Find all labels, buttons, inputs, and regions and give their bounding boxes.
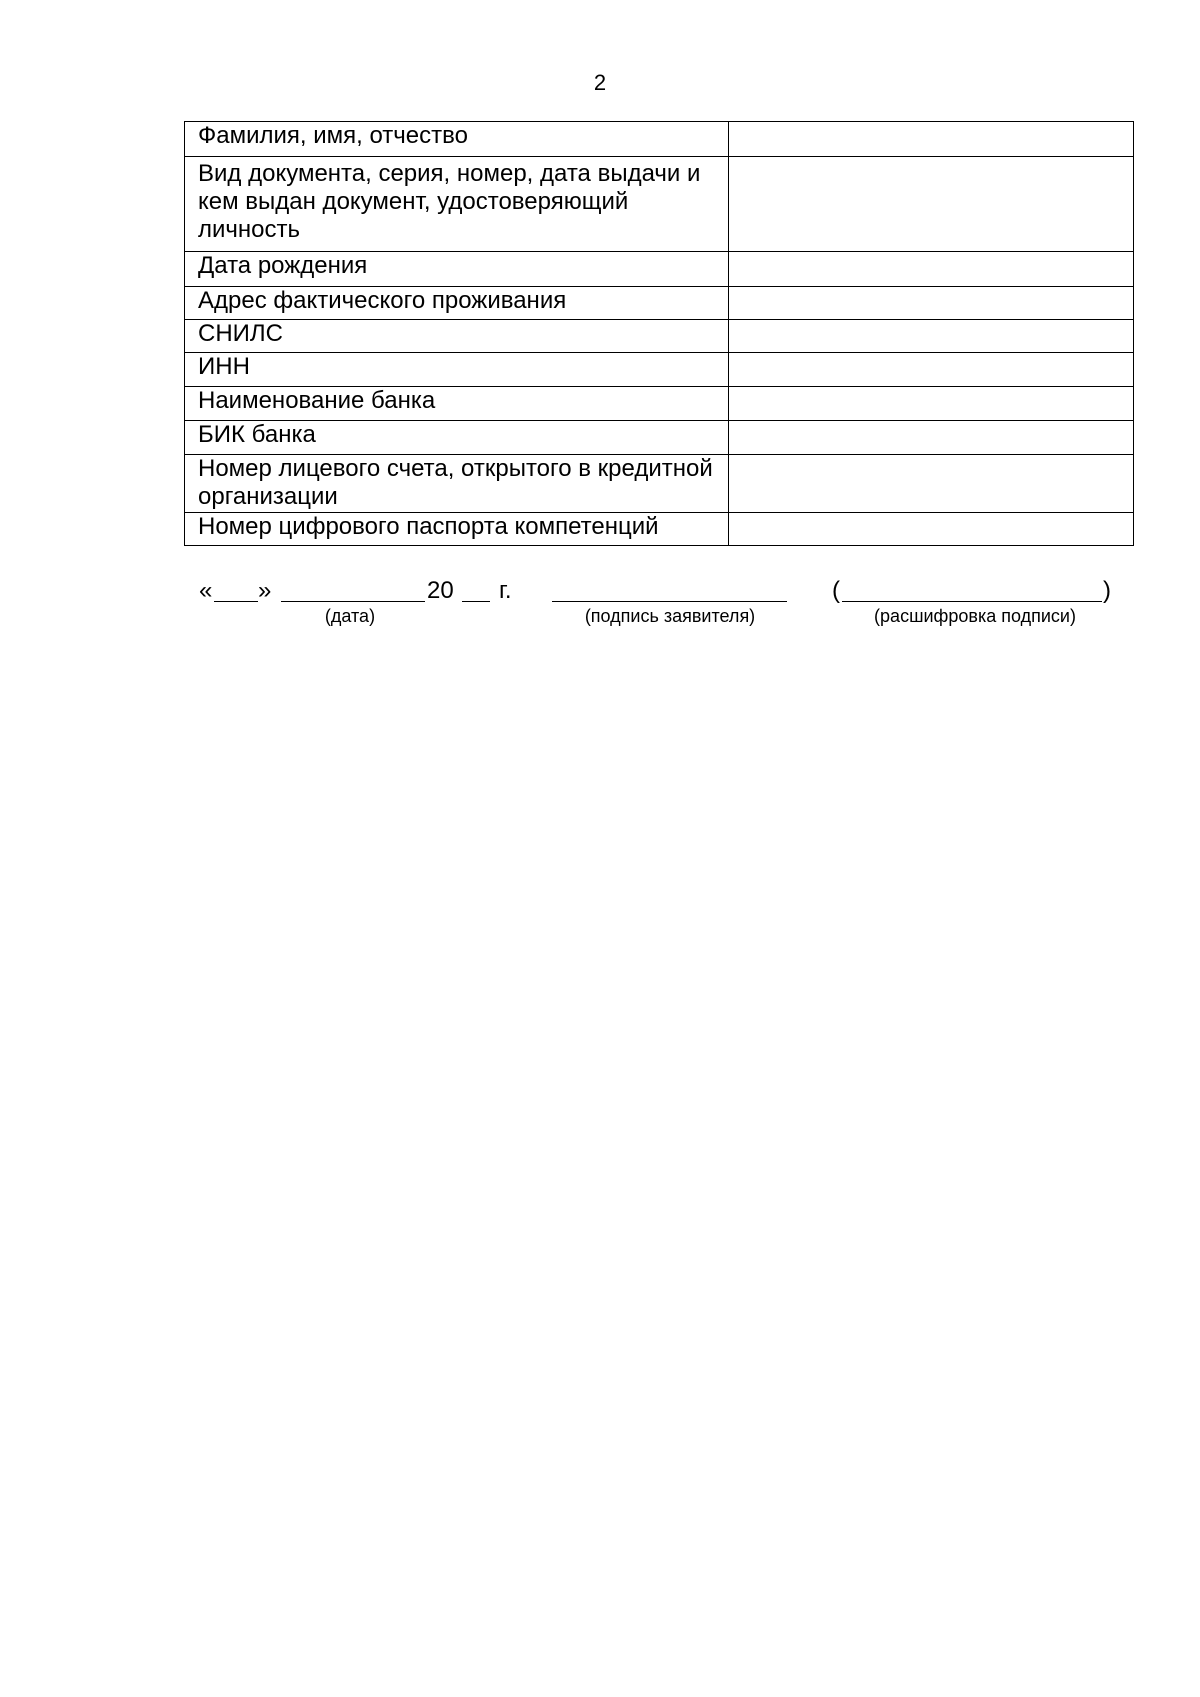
date-caption: (дата) [324, 606, 376, 626]
decoding-caption: (расшифровка подписи) [874, 606, 1076, 626]
row-value-digital-passport[interactable] [729, 513, 1134, 546]
row-label-bank-name: Наименование банка [185, 387, 729, 421]
date-open-quote: « [199, 577, 213, 604]
row-value-inn[interactable] [729, 353, 1134, 387]
table-row [185, 421, 1134, 455]
day-blank-line[interactable] [214, 601, 258, 602]
row-value-snils[interactable] [729, 320, 1134, 353]
row-label-account-number: Номер лицевого счета, открытого в кредитной организации [185, 455, 729, 513]
row-label-snils: СНИЛС [185, 320, 729, 353]
row-value-bank-bik[interactable] [729, 421, 1134, 455]
applicant-data-table [184, 121, 1134, 546]
table-row [185, 513, 1134, 546]
table-row [185, 287, 1134, 320]
date-close-quote: » [258, 577, 272, 604]
row-value-account-number[interactable] [729, 455, 1134, 513]
table-row [185, 122, 1134, 157]
row-value-bank-name[interactable] [729, 387, 1134, 421]
row-value-birth-date[interactable] [729, 252, 1134, 287]
row-label-actual-address: Адрес фактического проживания [185, 287, 729, 320]
signature-block [0, 577, 1200, 637]
row-value-full-name[interactable] [729, 122, 1134, 157]
table-row [185, 157, 1134, 252]
month-blank-line[interactable] [281, 601, 425, 602]
row-value-actual-address[interactable] [729, 287, 1134, 320]
row-label-identity-document: Вид документа, серия, номер, дата выдачи и кем выдан документ, удостоверяющий личность [185, 157, 729, 252]
table-row [185, 387, 1134, 421]
table-row [185, 455, 1134, 513]
signature-blank-line[interactable] [552, 601, 787, 602]
row-label-digital-passport: Номер цифрового паспорта компетенций [185, 513, 729, 546]
year-blank-line[interactable] [462, 601, 490, 602]
page-number: 2 [593, 70, 607, 95]
row-label-bank-bik: БИК банка [185, 421, 729, 455]
row-value-identity-document[interactable] [729, 157, 1134, 252]
table-row [185, 252, 1134, 287]
decoding-blank-line[interactable] [842, 601, 1102, 602]
year-suffix: г. [499, 577, 512, 604]
table-row [185, 353, 1134, 387]
row-label-inn: ИНН [185, 353, 729, 387]
signature-caption: (подпись заявителя) [584, 606, 756, 626]
year-prefix: 20 [427, 577, 454, 604]
decoding-close-paren: ) [1103, 577, 1111, 604]
table-row [185, 320, 1134, 353]
row-label-full-name: Фамилия, имя, отчество [185, 122, 729, 157]
decoding-open-paren: ( [832, 577, 840, 604]
row-label-birth-date: Дата рождения [185, 252, 729, 287]
